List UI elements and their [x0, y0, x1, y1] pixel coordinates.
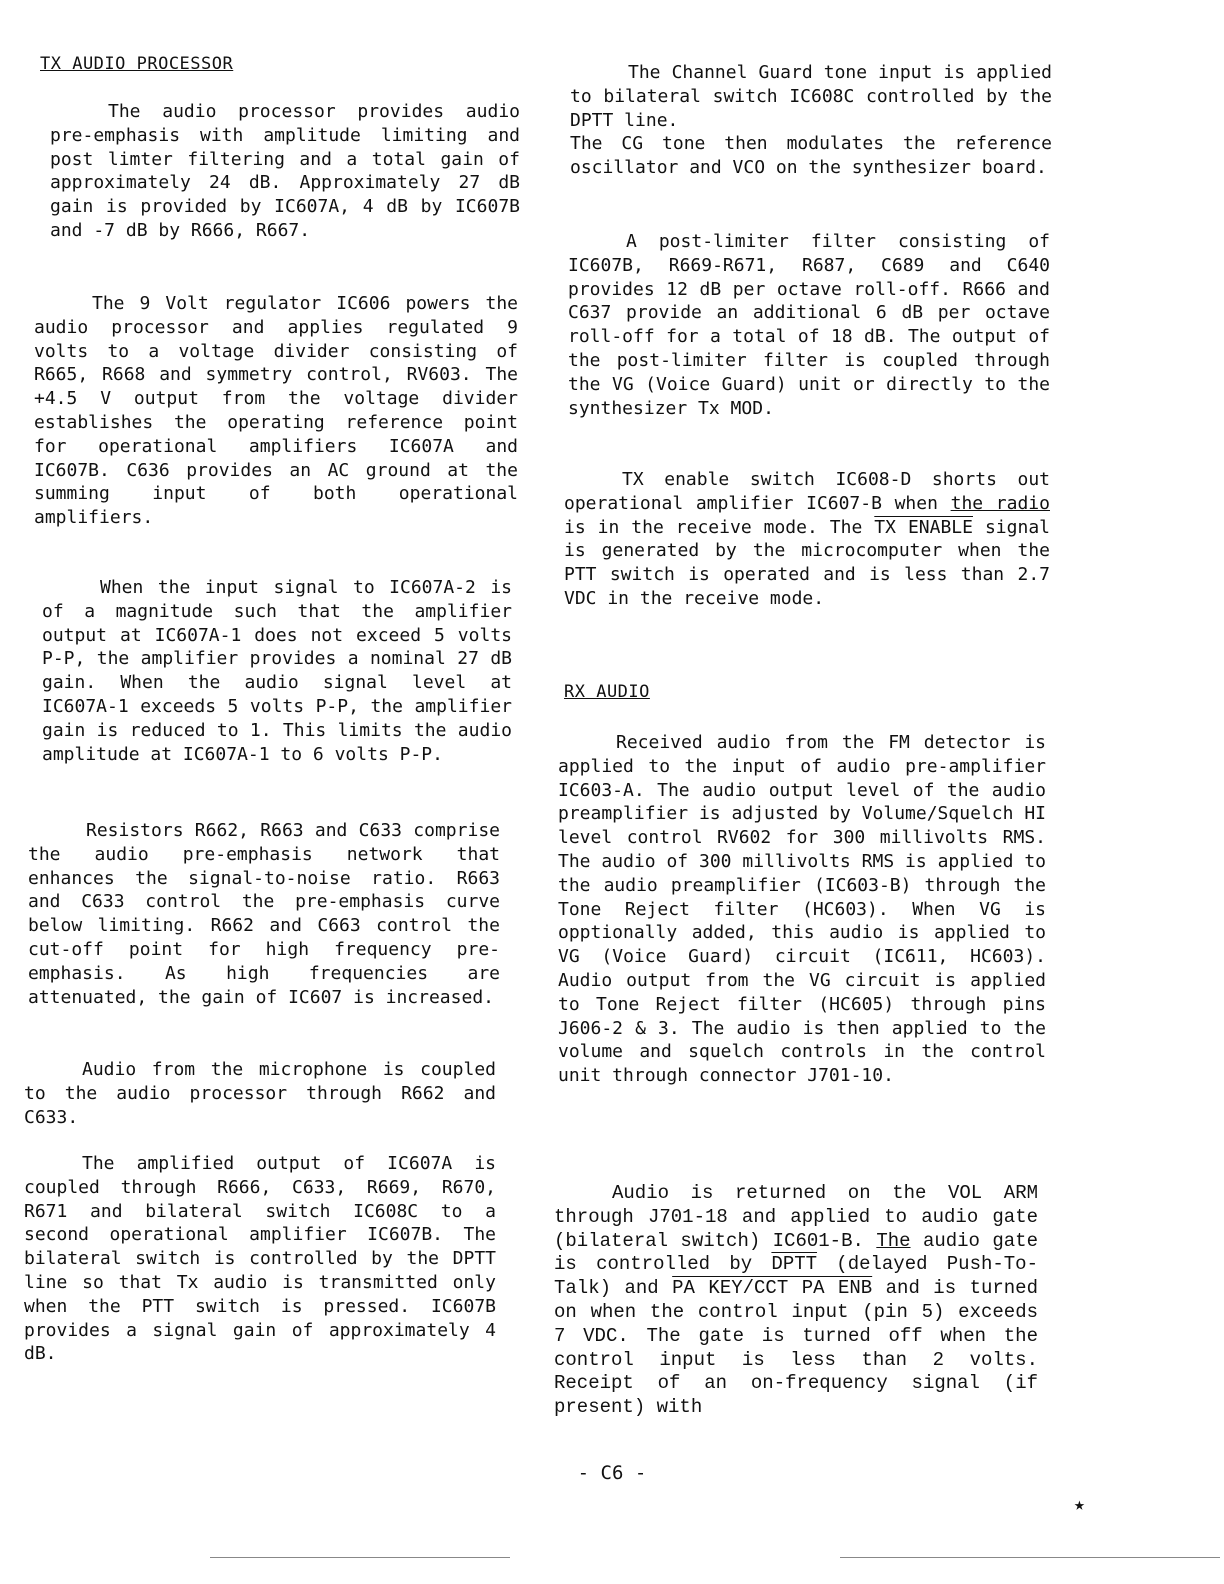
- tx-paragraph-3: When the input signal to IC607A-2 is of a magnitude such that the amplifier output at IC607A-1 does not exceed 5 volts P-P, the amplifier provides a nominal 27 dB gain. When the audio signal level at IC607A-1 exceeds 5 volts P-P, the amplifier gain is reduced to 1. This limits the audio amplitude at IC607A-1 to 6 volts P-P.: [42, 577, 512, 765]
- rx-text-b: audio gate is controlled by: [554, 1229, 1038, 1276]
- tx-enable-paragraph: [564, 468, 1050, 611]
- tx-paragraph-5: Audio from the microphone is coupled to the audio processor through R662 and C633.: [24, 1059, 496, 1128]
- tx-paragraph-6: The amplified output of IC607A is coupled through R666, C633, R669, R670, R671 and bilateral switch IC608C to a second operational amplifier IC607B. The bilateral switch is controlled by the DPTT line so that Tx audio is transmitted only when the PTT switch is pressed. IC607B provides a signal gain of approximately 4 dB.: [24, 1153, 496, 1365]
- tx-paragraph-2: The 9 Volt regulator IC606 powers the audio processor and applies regulated 9 volts to a voltage divider consisting of R665, R668 and symmetry control, RV603. The +4.5 V output from the voltage divider establishes the operating reference point for operational amplifiers IC607A and IC607B. C636 provides an AC ground at the summing input of both operational amplifiers.: [34, 293, 518, 529]
- page-number: - C6 -: [577, 1462, 647, 1484]
- cg-paragraph-line-a: The Channel Guard tone input is applied to bilateral switch IC608C controlled by the DPTT line.: [570, 62, 1052, 131]
- cg-paragraph-line-b: The CG tone then modulates the reference oscillator and VCO on the synthesizer board.: [570, 133, 1052, 179]
- scan-artifact-line: [840, 1557, 1220, 1558]
- tx-paragraph-4: Resistors R662, R663 and C633 comprise the audio pre-emphasis network that enhances the signal-to-noise ratio. R663 and C633 control the pre-emphasis curve below limiting. R662 and C663 control the cut-off point for high frequency pre-emphasis. As high frequencies are attenuated, the gain of IC607 is increased.: [28, 820, 500, 1008]
- star-mark: ★: [1074, 1494, 1085, 1515]
- tx-enable-text-c: signal is generated by the microcomputer when the PTT switch is operated and is less than 2.7 VDC in the receive mode.: [564, 516, 1050, 609]
- rx-paragraph-2: [554, 1182, 1038, 1420]
- tx-enable-text-b: is in the receive mode. The: [564, 516, 863, 538]
- tx-enable-text-a: TX enable switch IC608-D shorts out operational amplifier IC607-B when: [564, 469, 1050, 514]
- cg-paragraph: [570, 61, 1052, 180]
- rx-text-d: and is turned on when the control input (pin 5) exceeds 7 VDC. The gate is turned off when the control input is less than 2 volts. Receipt of an on-frequency signal (if present) with: [554, 1277, 1038, 1419]
- post-limiter-paragraph: A post-limiter filter consisting of IC607B, R669-R671, R687, C689 and C640 provides 12 dB per octave roll-off. R666 and C637 provide an additional 6 dB per octave roll-off for a total of 18 dB. The output of the post-limiter filter is coupled through the VG (Voice Guard) unit or directly to the synthesizer Tx MOD.: [568, 231, 1050, 419]
- the-underlined: The: [876, 1229, 911, 1252]
- scan-artifact-line: [210, 1557, 510, 1558]
- the-radio-underlined: the radio: [950, 492, 1050, 514]
- rx-paragraph-1: Received audio from the FM detector is applied to the input of audio pre-amplifier IC603-A. The audio output level of the audio preamplifier is adjusted by Volume/Squelch HI level control RV602 for 300 millivolts RMS. The audio of 300 millivolts RMS is applied to the audio preamplifier (IC603-B) through the Tone Reject filter (HC603). When VG is opptionally added, this audio is applied to VG (Voice Guard) circuit (IC611, HC603). Audio output from the VG circuit is applied to Tone Reject filter (HC605) through pins J606-2 & 3. The audio is then applied to the volume and squelch controls in the control unit through connector J701-10.: [558, 732, 1046, 1087]
- rx-text-c: (delayed Push-To-Talk) and: [554, 1253, 1038, 1300]
- tx-enable-signal-overlined: TX ENABLE: [874, 516, 973, 538]
- dptt-overlined: DPTT: [771, 1253, 818, 1276]
- rx-audio-heading: RX AUDIO: [564, 682, 650, 702]
- tx-audio-processor-heading: TX AUDIO PROCESSOR: [40, 54, 234, 74]
- tx-paragraph-1: The audio processor provides audio pre-emphasis with amplitude limiting and post limter filtering and a total gain of approximately 24 dB. Approximately 27 dB gain is provided by IC607A, 4 dB by IC607B and -7 dB by R666, R667.: [50, 101, 520, 241]
- pa-key-overlined: PA KEY/CCT PA ENB: [672, 1277, 873, 1300]
- rx-text-a: Audio is returned on the VOL ARM through J701-18 and applied to audio gate (bilateral switch) IC601-B.: [554, 1182, 1038, 1252]
